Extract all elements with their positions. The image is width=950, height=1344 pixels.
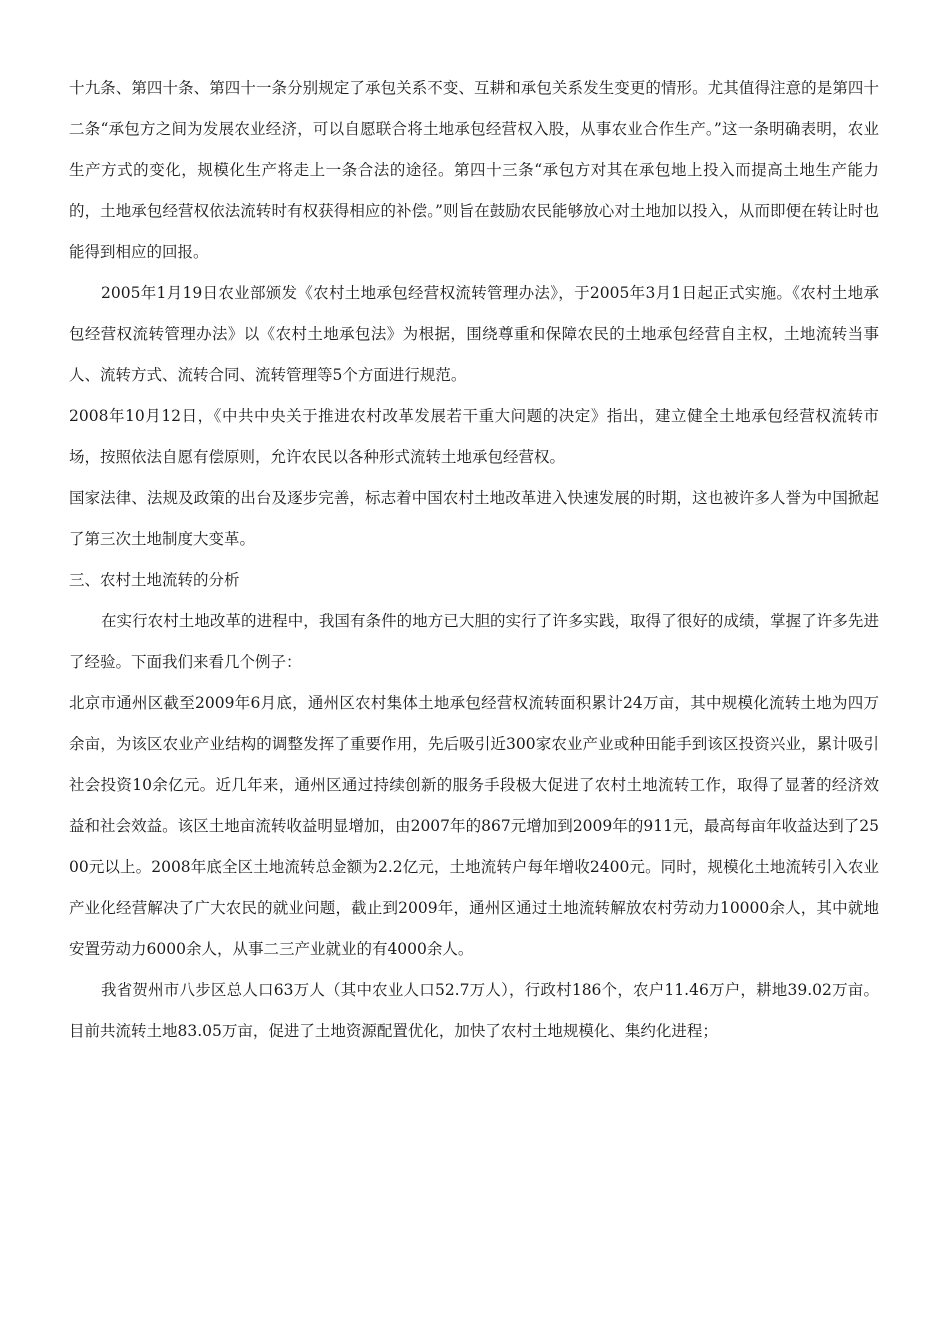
paragraph-hezhou-babu-example: 我省贺州市八步区总人口63万人（其中农业人口52.7万人），行政村186个，农户11.46万户，耕地39.02万亩。目前共流转土地83.05万亩，促进了土地资源配置优化，加快了农村土地规模化、集约化进程； <box>69 981 879 1040</box>
document-body <box>69 68 879 1052</box>
section-heading-analysis: 三、农村土地流转的分析 <box>69 571 240 589</box>
paragraph-practice-intro: 在实行农村土地改革的进程中，我国有条件的地方已大胆的实行了许多实践，取得了很好的成绩，掌握了许多先进了经验。下面我们来看几个例子： <box>69 612 879 671</box>
paragraph-2005-transfer-measures: 2005年1月19日农业部颁发《农村土地承包经营权流转管理办法》，于2005年3月1日起正式实施。《农村土地承包经营权流转管理办法》以《农村土地承包法》为根据，围绕尊重和保障农民的土地承包经营自主权，土地流转当事人、流转方式、流转合同、流转管理等5个方面进行规范。 <box>69 284 879 384</box>
paragraph-2008-central-decision: 2008年10月12日，《中共中央关于推进农村改革发展若干重大问题的决定》指出，建立健全土地承包经营权流转市场，按照依法自愿有偿原则，允许农民以各种形式流转土地承包经营权。 <box>69 407 879 466</box>
paragraph-land-contract-law-articles: 十九条、第四十条、第四十一条分别规定了承包关系不变、互耕和承包关系发生变更的情形。尤其值得注意的是第四十二条“承包方之间为发展农业经济，可以自愿联合将土地承包经营权入股，从事农业合作生产。”这一条明确表明，农业生产方式的变化，规模化生产将走上一条合法的途径。第四十三条“承包方对其在承包地上投入而提高土地生产能力的，土地承包经营权依法流转时有权获得相应的补偿。”则旨在鼓励农民能够放心对土地加以投入，从而即便在转让时也能得到相应的回报。 <box>69 79 879 261</box>
paragraph-tongzhou-example: 北京市通州区截至2009年6月底，通州区农村集体土地承包经营权流转面积累计24万亩，其中规模化流转土地为四万余亩，为该区农业产业结构的调整发挥了重要作用，先后吸引近300家农业产业或种田能手到该区投资兴业，累计吸引社会投资10余亿元。近几年来，通州区通过持续创新的服务手段极大促进了农村土地流转工作，取得了显著的经济效益和社会效益。该区土地亩流转收益明显增加，由2007年的867元增加到2009年的911元，最高每亩年收益达到了2500元以上。2008年底全区土地流转总金额为2.2亿元，土地流转户每年增收2400元。同时，规模化土地流转引入农业产业化经营解决了广大农民的就业问题，截止到2009年，通州区通过土地流转解放农村劳动力10000余人，其中就地安置劳动力6000余人，从事二三产业就业的有4000余人。 <box>69 694 879 958</box>
paragraph-third-land-reform: 国家法律、法规及政策的出台及逐步完善，标志着中国农村土地改革进入快速发展的时期，这也被许多人誉为中国掀起了第三次土地制度大变革。 <box>69 489 879 548</box>
